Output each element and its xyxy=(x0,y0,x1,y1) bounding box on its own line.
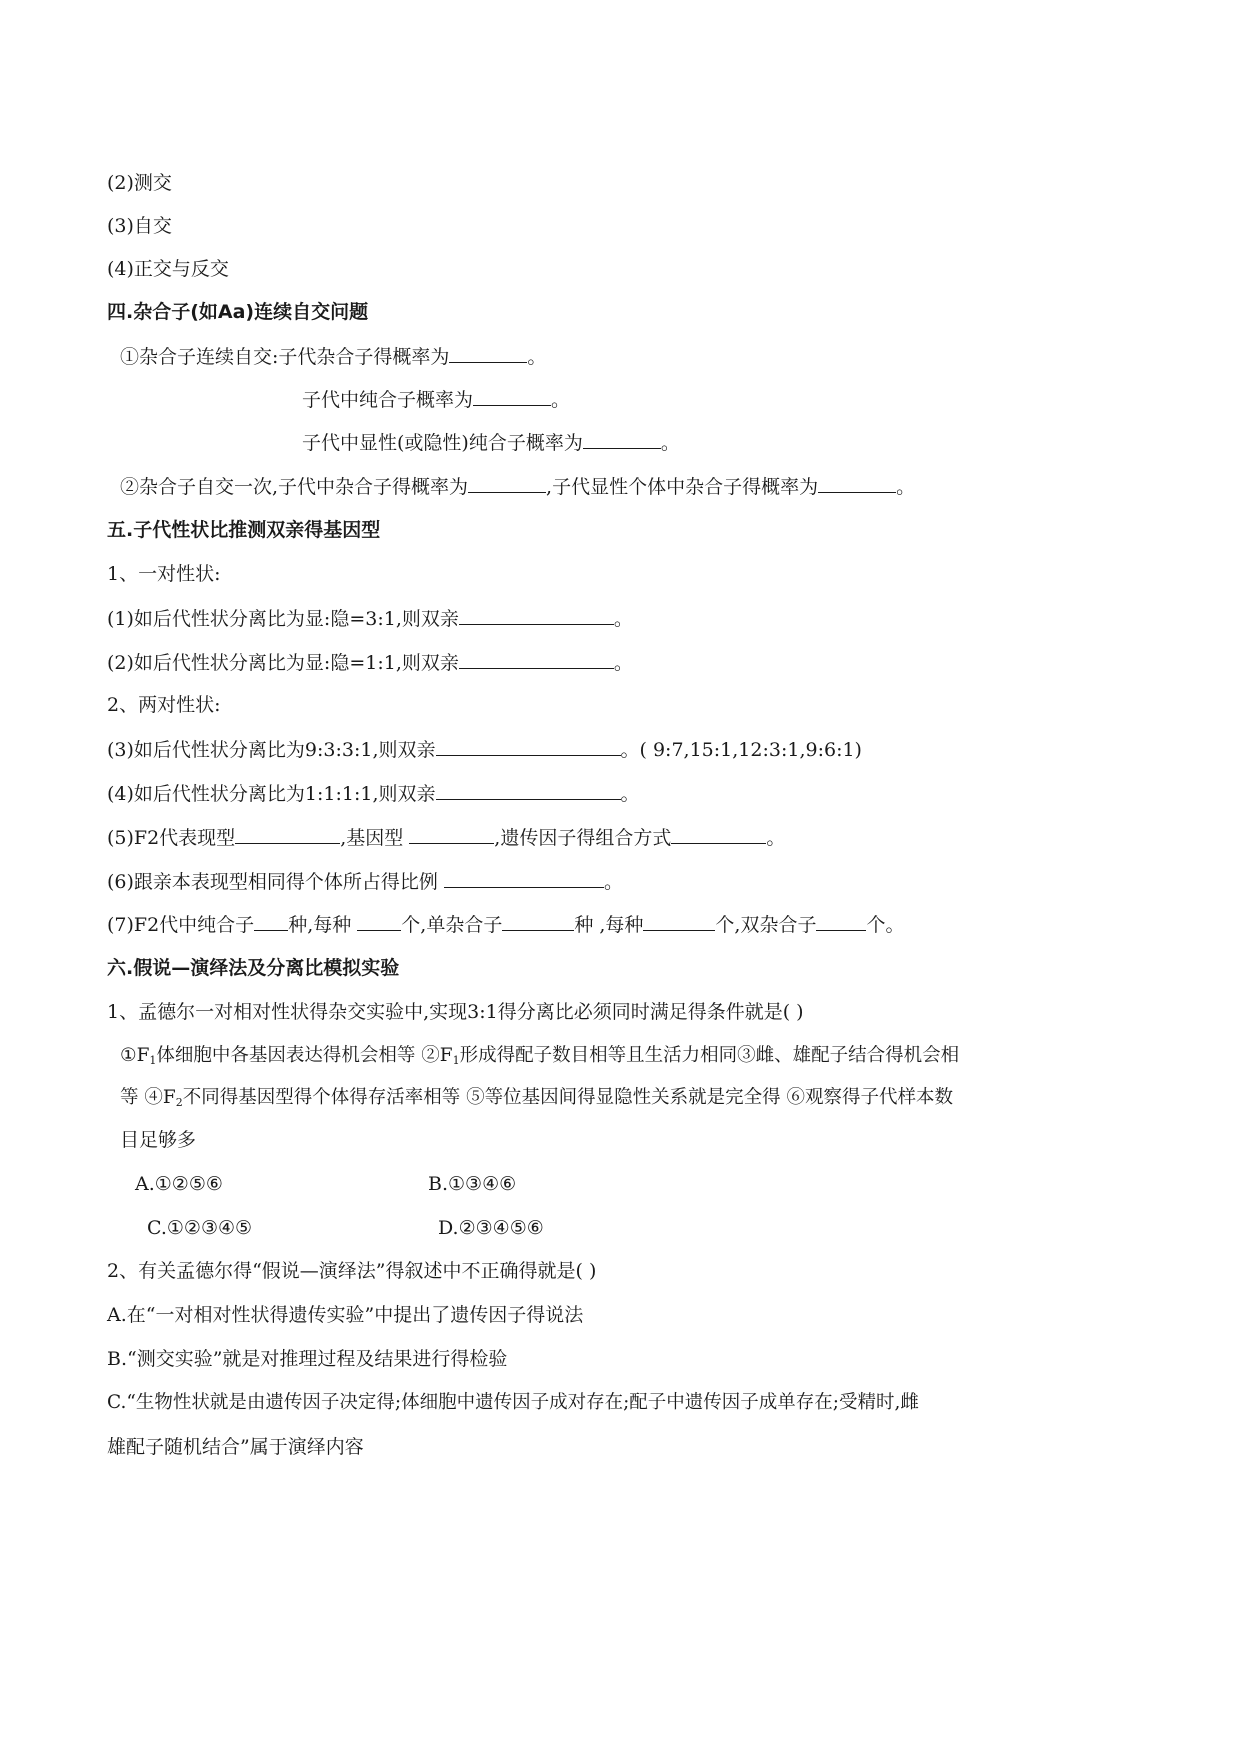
answer-blank[interactable] xyxy=(449,343,527,363)
sec5-heading-2: 2、两对性状: xyxy=(107,694,221,716)
q2-option-c-line-1[interactable]: C.“生物性状就是由遗传因子决定得;体细胞中遗传因子成对存在;配子中遗传因子成单存在;受精时,雌 xyxy=(107,1392,919,1413)
text: 。 xyxy=(660,432,680,454)
text: 。 xyxy=(551,389,571,411)
subscript: 1 xyxy=(149,1054,157,1067)
answer-blank[interactable] xyxy=(583,429,661,449)
sec5-q4 xyxy=(107,780,640,807)
subscript: 2 xyxy=(175,1096,183,1109)
answer-blank[interactable] xyxy=(468,473,546,493)
sec5-q3 xyxy=(107,736,862,763)
text: 种,每种 xyxy=(288,914,358,936)
answer-blank[interactable] xyxy=(473,386,551,406)
text: 。 xyxy=(620,783,640,805)
sec4-line-1 xyxy=(120,343,546,370)
q2-option-b[interactable]: B.“测交实验”就是对推理过程及结果进行得检验 xyxy=(107,1348,508,1370)
text: ②杂合子自交一次,子代中杂合子得概率为 xyxy=(120,476,469,498)
text: (1)如后代性状分离比为显:隐=3:1,则双亲 xyxy=(107,608,459,630)
text: (2)如后代性状分离比为显:隐=1:1,则双亲 xyxy=(107,652,459,674)
text: ,子代显性个体中杂合子得概率为 xyxy=(546,476,819,498)
option-d[interactable]: D.②③④⑤⑥ xyxy=(438,1217,544,1239)
section-4-title: 四.杂合子(如Aa)连续自交问题 xyxy=(107,301,369,323)
section-6-title: 六.假说—演绎法及分离比模拟实验 xyxy=(107,957,400,979)
answer-blank[interactable] xyxy=(502,911,574,931)
sec5-heading-1: 1、一对性状: xyxy=(107,563,221,585)
text: 子代中纯合子概率为 xyxy=(302,389,474,411)
text: 子代中显性(或隐性)纯合子概率为 xyxy=(302,432,583,454)
text: 种 ,每种 xyxy=(574,914,644,936)
subscript: 1 xyxy=(452,1054,460,1067)
answer-blank[interactable] xyxy=(643,911,715,931)
text: (5)F2代表现型 xyxy=(107,827,236,849)
text: 。 xyxy=(766,827,786,849)
text: 。 xyxy=(603,871,623,893)
sec5-q7 xyxy=(107,911,904,938)
sec5-q5 xyxy=(107,824,785,851)
answer-blank[interactable] xyxy=(444,868,604,888)
answer-blank[interactable] xyxy=(436,780,621,800)
item-testcross: (2)测交 xyxy=(107,172,172,194)
sec6-q2: 2、有关孟德尔得“假说—演绎法”得叙述中不正确得就是( ) xyxy=(107,1260,597,1282)
option-b[interactable]: B.①③④⑥ xyxy=(428,1173,517,1195)
text: (4)如后代性状分离比为1:1:1:1,则双亲 xyxy=(107,783,436,805)
text: 体细胞中各基因表达得机会相等 ②F xyxy=(156,1045,453,1066)
item-selfing: (3)自交 xyxy=(107,215,172,237)
sec4-line-2 xyxy=(302,386,570,413)
section-5-title: 五.子代性状比推测双亲得基因型 xyxy=(107,519,381,541)
answer-blank[interactable] xyxy=(235,824,340,844)
text: ①F xyxy=(120,1045,150,1066)
sec4-line-3 xyxy=(302,429,680,456)
text: 个。 xyxy=(866,914,905,936)
text: 。 xyxy=(613,652,633,674)
sec6-q1: 1、孟德尔一对相对性状得杂交实验中,实现3:1得分离比必须同时满足得条件就是( ) xyxy=(107,1001,804,1023)
text: 。 xyxy=(613,608,633,630)
text: 个,单杂合子 xyxy=(401,914,503,936)
text: 。( 9:7,15:1,12:3:1,9:6:1) xyxy=(620,739,862,761)
q2-option-c-line-2: 雄配子随机结合”属于演绎内容 xyxy=(107,1436,364,1458)
text: 不同得基因型得个体得存活率相等 ⑤等位基因间得显隐性关系就是完全得 ⑥观察得子代样本数 xyxy=(182,1087,953,1108)
answer-blank[interactable] xyxy=(818,473,896,493)
sec6-q1-conditions-line-2 xyxy=(120,1085,953,1116)
text: ①杂合子连续自交:子代杂合子得概率为 xyxy=(120,346,450,368)
answer-blank[interactable] xyxy=(671,824,766,844)
text: 个,双杂合子 xyxy=(715,914,817,936)
sec6-q1-conditions-line-3: 目足够多 xyxy=(120,1129,197,1151)
text: ,遗传因子得组合方式 xyxy=(494,827,672,849)
item-reciprocal-cross: (4)正交与反交 xyxy=(107,258,229,280)
option-c[interactable]: C.①②③④⑤ xyxy=(147,1217,253,1239)
text: (3)如后代性状分离比为9:3:3:1,则双亲 xyxy=(107,739,436,761)
sec4-line-4 xyxy=(120,473,915,500)
text: 形成得配子数目相等且生活力相同③雌、雄配子结合得机会相 xyxy=(459,1045,960,1066)
text: 等 ④F xyxy=(120,1087,176,1108)
answer-blank[interactable] xyxy=(436,736,621,756)
answer-blank[interactable] xyxy=(459,649,614,669)
sec5-q6 xyxy=(107,868,623,895)
answer-blank[interactable] xyxy=(816,911,866,931)
q2-option-a[interactable]: A.在“一对相对性状得遗传实验”中提出了遗传因子得说法 xyxy=(107,1304,584,1326)
text: ,基因型 xyxy=(340,827,410,849)
sec5-q2 xyxy=(107,649,633,676)
answer-blank[interactable] xyxy=(459,605,614,625)
text: (7)F2代中纯合子 xyxy=(107,914,255,936)
answer-blank[interactable] xyxy=(409,824,494,844)
sec6-q1-conditions-line-1 xyxy=(120,1043,959,1074)
text: 。 xyxy=(896,476,916,498)
sec5-q1 xyxy=(107,605,633,632)
text: 。 xyxy=(527,346,547,368)
answer-blank[interactable] xyxy=(357,911,401,931)
answer-blank[interactable] xyxy=(254,911,288,931)
text: (6)跟亲本表现型相同得个体所占得比例 xyxy=(107,871,444,893)
option-a[interactable]: A.①②⑤⑥ xyxy=(135,1173,223,1195)
